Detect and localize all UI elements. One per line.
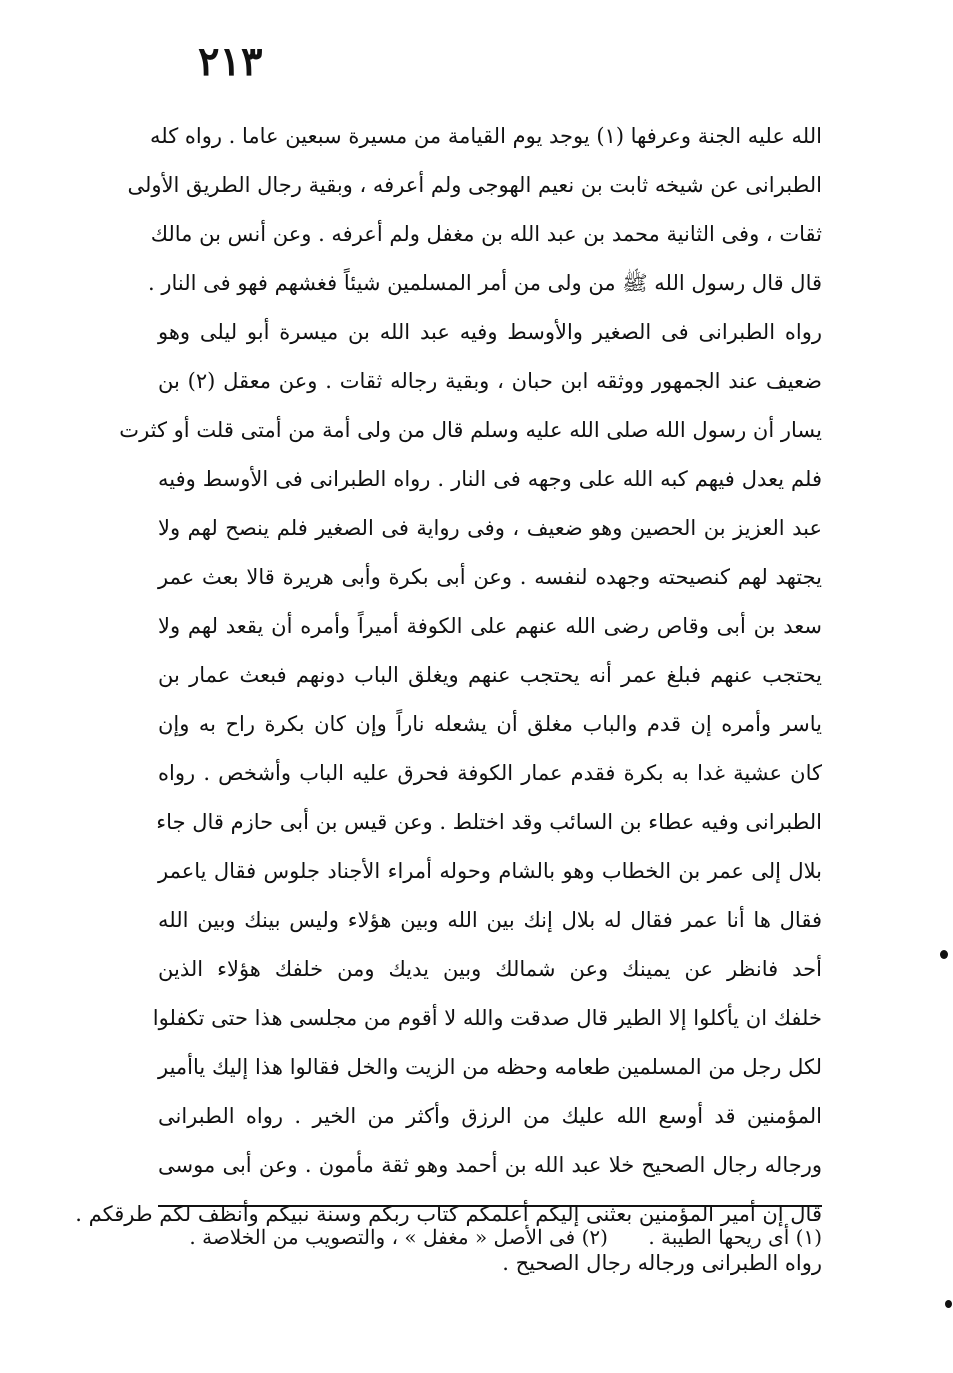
text-line: ضعيف عند الجمهور ووثقه ابن حبان ، وبقية رجاله ثقات . وعن معقل (٢) بن [158,369,822,393]
scan-speck [945,1300,952,1308]
text-line: بلال إلى عمر بن الخطاب وهو بالشام وحوله أمراء الأجناد جلوس فقال ياعمر [158,859,822,883]
text-line: فقال ها أنا عمر فقال له بلال إنك بين الله وبين هؤلاء وليس بينك وبين الله [158,908,822,932]
text-line: سعد بن أبى وقاص رضى الله عنهم على الكوفة أميراً وأمره أن يقعد لهم ولا [158,614,822,638]
text-line: كان عشية غدا به بكرة فقدم عمار الكوفة فحرق عليه الباب وأشخص . رواه [158,761,822,785]
text-line: ياسر وأمره إن قدم والباب مغلق أن يشعله ناراً وإن كان بكرة راح به وإن [158,712,822,736]
footnote-1: (١) أى ريحها الطيبة . [648,1225,822,1249]
text-line: الطبرانى وفيه عطاء بن السائب وقد اختلط . وعن قيس بن أبى حازم قال جاء [156,810,822,834]
text-line: رواه الطبرانى ورجاله رجال الصحيح . [502,1251,822,1275]
page-number: ٢١٣ [198,38,263,85]
text-line: الطبرانى عن شيخه ثابت بن نعيم الهوجى ولم أعرفه ، وبقية رجال الطريق الأولى [127,173,822,197]
footnote-2: (٢) فى الأصل « مغفل » ، والتصويب من الخلاصة . [189,1225,608,1249]
footnotes [158,1215,822,1259]
text-line: أحد فانظر عن يمينك وعن شمالك وبين يديك ومن خلفك هؤلاء الذين [158,957,822,981]
text-line: خلفك ان يأكلوا إلا الطير قال صدقت والله لا أقوم من مجلسى هذا حتى تكفلوا [152,1006,822,1030]
footnote-divider [158,1205,822,1207]
text-line: فلم يعدل فيهم كبه الله على وجهه فى النار . رواه الطبرانى فى الأوسط وفيه [158,467,822,491]
text-line: يجتهد لهم كنصيحته وجهده لنفسه . وعن أبى بكرة وأبى هريرة قالا بعث عمر [158,565,822,589]
text-line: رواه الطبرانى فى الصغير والأوسط وفيه عبد الله بن ميسرة أبو ليلى وهو [158,320,822,344]
text-line: قال إن أمير المؤمنين بعثنى إليكم أعلمكم كتاب ربكم وسنة نبيكم وأنظف لكم طرقكم . [75,1202,822,1226]
text-line: لكل رجل من المسلمين طعامه وحظه من الزيت والخل فقالوا هذا إليك ياأمير [158,1055,822,1079]
text-line: يسار أن رسول الله صلى الله عليه وسلم قال من ولى أمة من أمتى قلت أو كثرت [119,418,822,442]
text-line: عبد العزيز بن الحصين وهو ضعيف ، وفى رواية فى الصغير فلم ينصح لهم ولا [158,516,822,540]
text-line: ورجاله رجال الصحيح خلا عبد الله بن أحمد وهو ثقة مأمون . وعن أبى موسى [158,1153,822,1177]
text-line: قال قال رسول الله ﷺ من ولى من أمر المسلمين شيئاً فغشهم فهو فى النار . [148,271,822,295]
text-line: ثقات ، وفى الثانية محمد بن عبد الله بن مغفل ولم أعرفه . وعن أنس بن مالك [150,222,822,246]
text-line: الله عليه الجنة وعرفها (١) يوجد يوم القيامة من مسيرة سبعين عاما . رواه كله [149,124,822,148]
text-line: المؤمنين قد أوسع الله عليك من الرزق وأكثر من الخير . رواه الطبرانى [158,1104,822,1128]
text-line: يحتجب عنهم فبلغ عمر أنه يحتجب عنهم ويغلق الباب دونهم فبعث عمار بن [158,663,822,687]
scan-speck [940,950,948,959]
main-text [75,112,822,1288]
